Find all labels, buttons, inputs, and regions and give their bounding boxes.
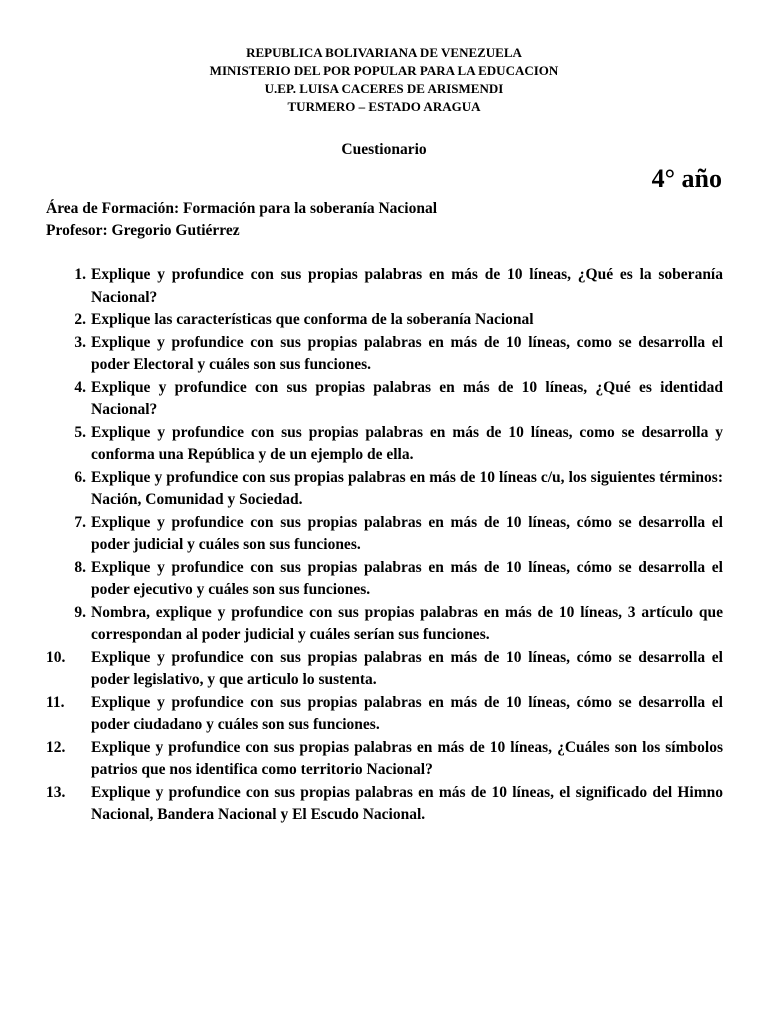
question-number: 5. (74, 423, 86, 441)
grade-level: 4° año (651, 164, 722, 193)
question-text: Explique y profundice con sus propias palabras en más de 10 líneas, ¿Cuáles son los símbolos patrios que nos identifica como territorio Nacional? (91, 738, 723, 778)
header-line-ministry: MINISTERIO DEL POR POPULAR PARA LA EDUCACION (209, 63, 559, 78)
question-item (46, 602, 723, 647)
question-item (46, 647, 723, 692)
question-number: 8. (74, 558, 86, 576)
question-number: 11. (46, 693, 65, 711)
question-text: Explique y profundice con sus propias palabras en más de 10 líneas, cómo se desarrolla el poder ciudadano y cuáles son sus funciones. (91, 693, 723, 733)
question-item (46, 692, 723, 737)
question-number: 13. (46, 783, 66, 801)
question-text: Explique y profundice con sus propias palabras en más de 10 líneas, como se desarrolla y conforma una República y de un ejemplo de ella. (91, 423, 723, 463)
professor-name: Profesor: Gregorio Gutiérrez (46, 222, 240, 239)
question-number: 7. (74, 513, 86, 531)
header-line-republic: REPUBLICA BOLIVARIANA DE VENEZUELA (246, 45, 522, 60)
question-text: Explique y profundice con sus propias palabras en más de 10 líneas c/u, los siguientes términos: Nación, Comunidad y Sociedad. (91, 468, 723, 508)
question-number: 1. (74, 266, 86, 283)
question-item (46, 782, 723, 827)
question-number: 4. (74, 378, 86, 396)
question-number: 10. (46, 648, 66, 666)
question-item (46, 309, 723, 332)
question-item (46, 557, 723, 602)
institution-header (0, 44, 768, 116)
question-text: Explique y profundice con sus propias palabras en más de 10 líneas, cómo se desarrolla el poder legislativo, y que articulo lo sustenta. (91, 648, 723, 688)
document-title: Cuestionario (341, 141, 427, 158)
header-line-school: U.EP. LUISA CACERES DE ARISMENDI (264, 81, 504, 96)
course-info (46, 198, 437, 242)
subject-area: Área de Formación: Formación para la soberanía Nacional (46, 200, 438, 217)
question-text: Nombra, explique y profundice con sus propias palabras en más de 10 líneas, 3 artículo que correspondan al poder judicial y cuáles serían sus funciones. (91, 603, 723, 643)
question-number: 3. (74, 333, 86, 351)
question-text: Explique las características que conforma de la soberanía Nacional (91, 311, 534, 328)
question-text: Explique y profundice con sus propias palabras en más de 10 líneas, como se desarrolla el poder Electoral y cuáles son sus funciones. (91, 333, 723, 373)
header-line-location: TURMERO – ESTADO ARAGUA (287, 99, 481, 114)
question-list (46, 264, 723, 827)
question-text: Explique y profundice con sus propias palabras en más de 10 líneas, cómo se desarrolla el poder judicial y cuáles son sus funciones. (91, 513, 723, 553)
question-item (46, 264, 723, 309)
question-text: Explique y profundice con sus propias palabras en más de 10 líneas, cómo se desarrolla el poder ejecutivo y cuáles son sus funciones. (91, 558, 723, 598)
question-text: Explique y profundice con sus propias palabras en más de 10 líneas, ¿Qué es identidad Nacional? (91, 378, 723, 418)
question-item (46, 467, 723, 512)
question-text: Explique y profundice con sus propias palabras en más de 10 líneas, el significado del Himno Nacional, Bandera Nacional y El Escudo Nacional. (91, 783, 723, 823)
question-number: 6. (74, 468, 86, 486)
question-item (46, 377, 723, 422)
question-item (46, 737, 723, 782)
question-text: Explique y profundice con sus propias palabras en más de 10 líneas, ¿Qué es la soberanía Nacional? (91, 266, 723, 306)
question-number: 2. (74, 311, 86, 328)
question-number: 9. (74, 603, 86, 621)
question-item (46, 332, 723, 377)
question-number: 12. (46, 738, 66, 756)
question-item (46, 422, 723, 467)
question-item (46, 512, 723, 557)
